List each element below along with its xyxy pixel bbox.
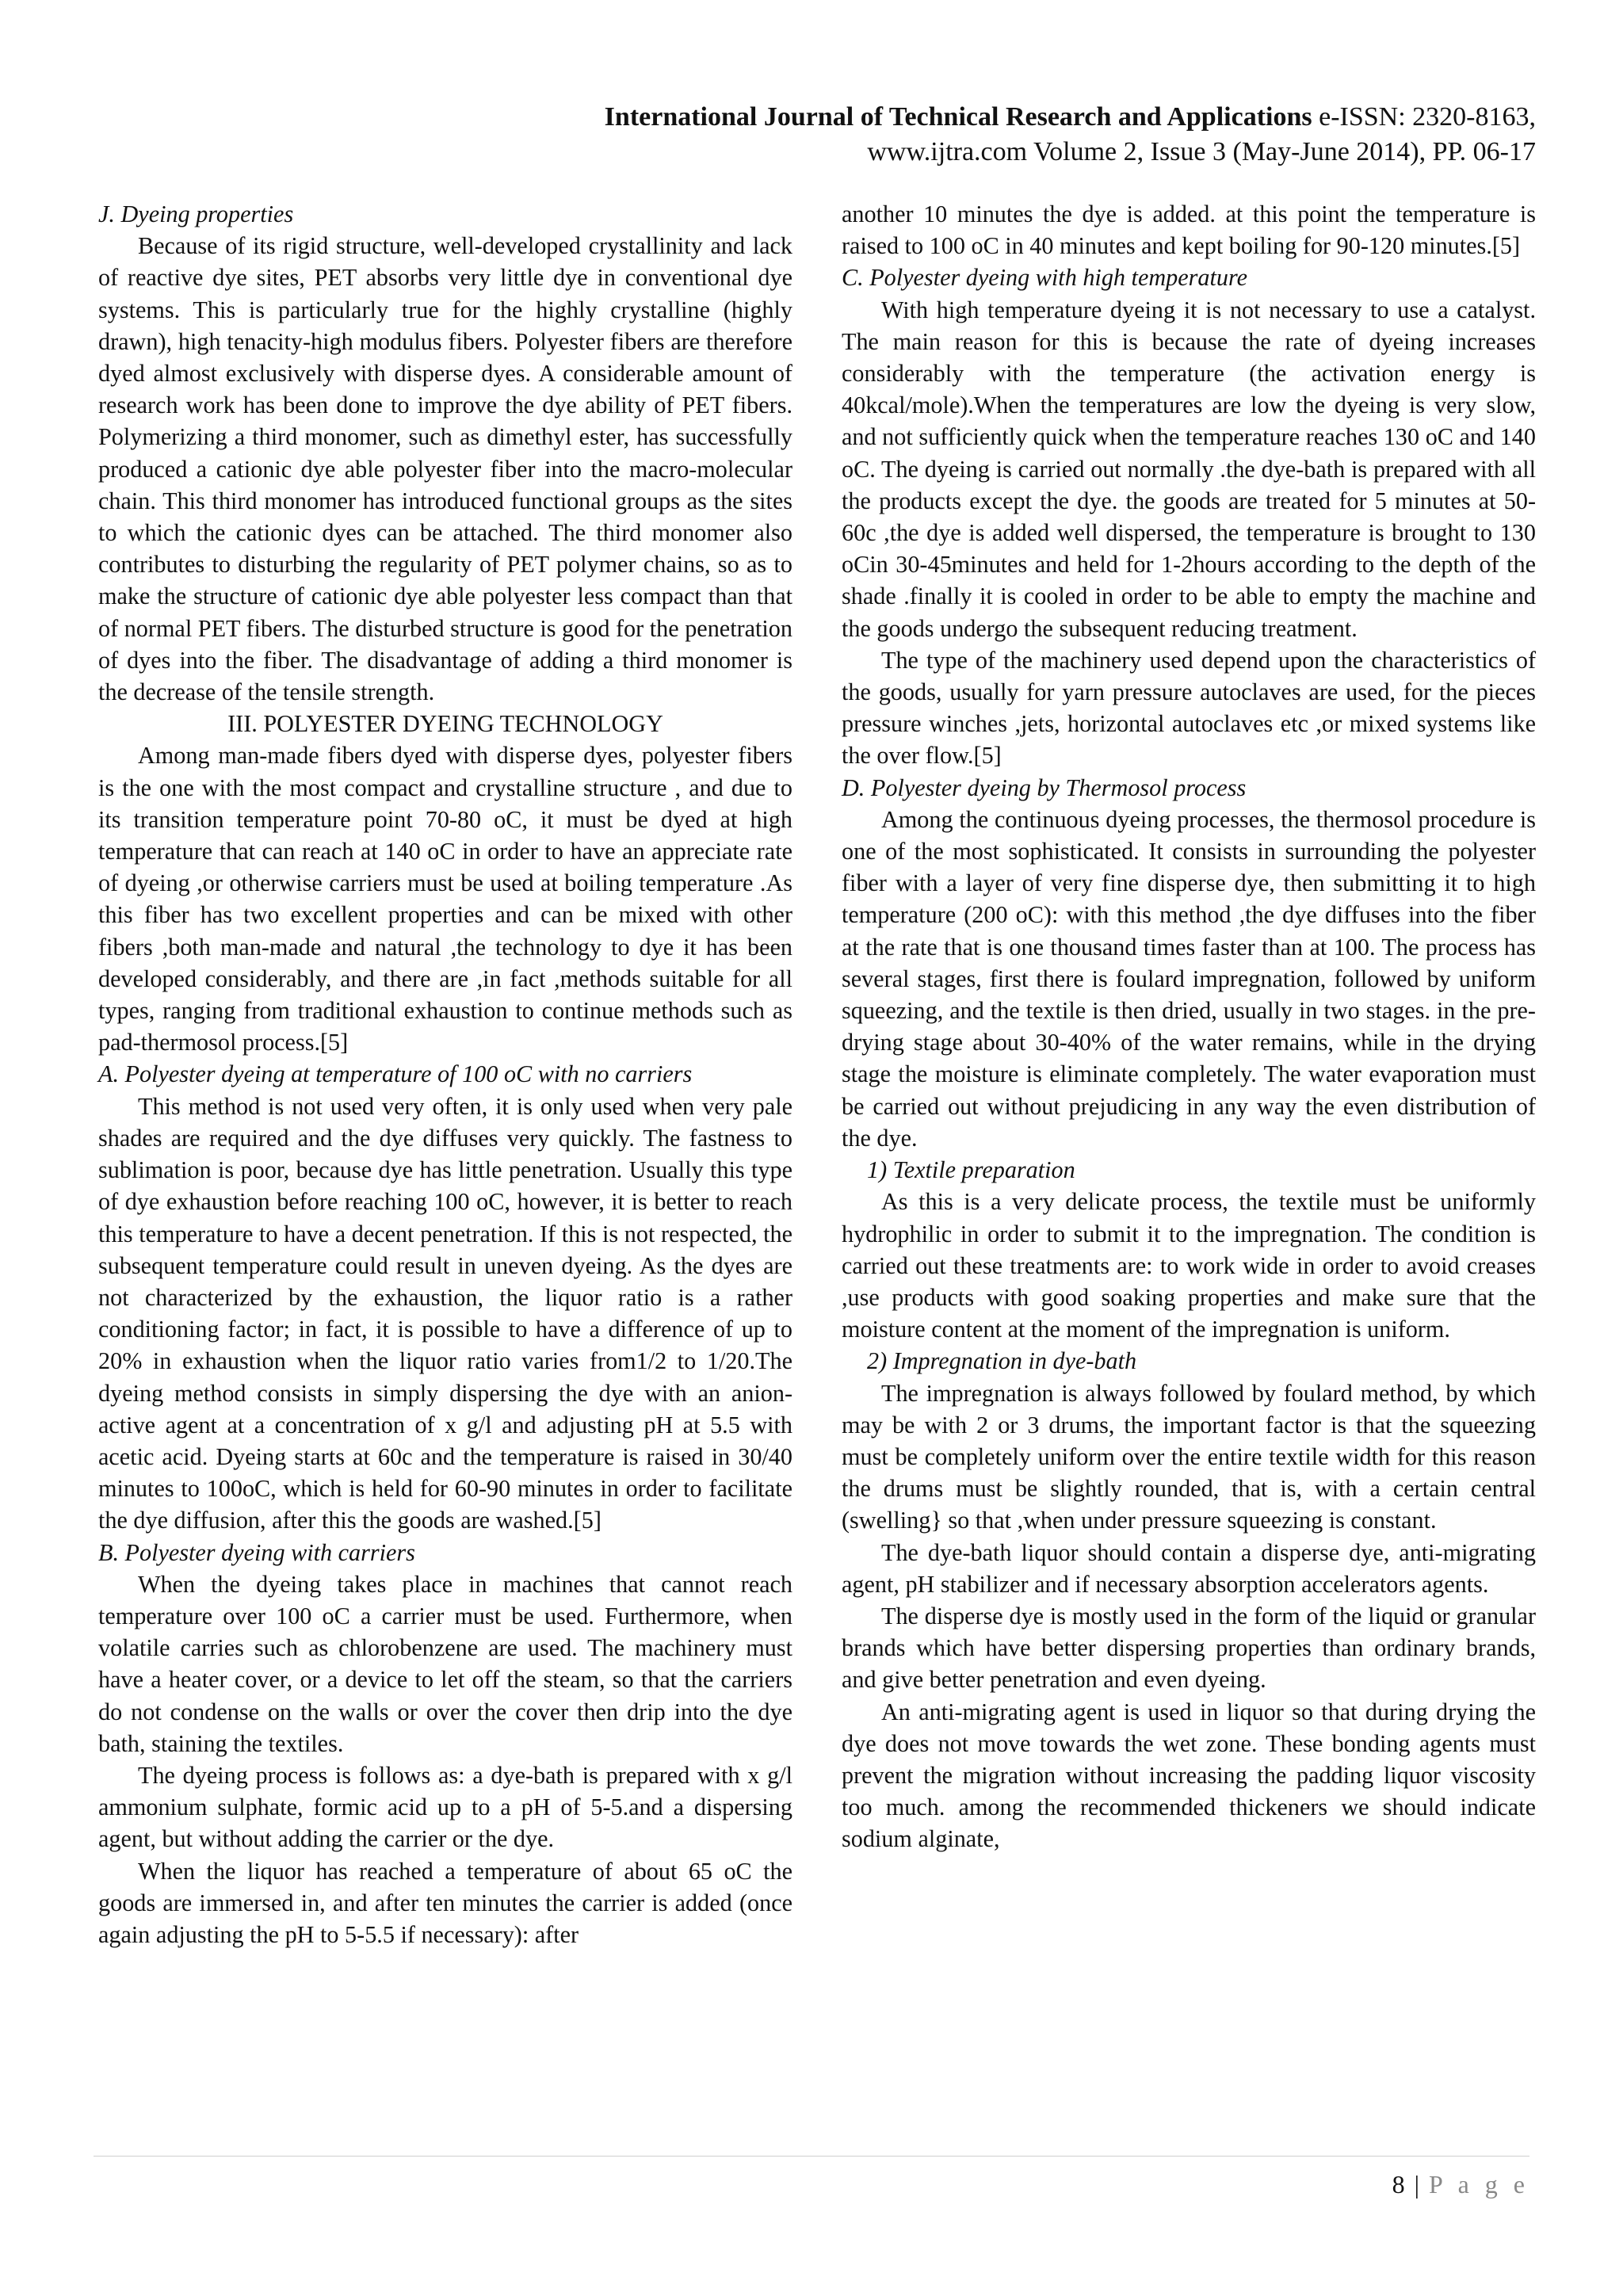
page-header [605,100,1536,170]
paragraph: The dye-bath liquor should contain a disperse dye, anti-migrating agent, pH stabilizer and if necessary absorption accelerators agents. [842,1538,1536,1598]
paragraph: As this is a very delicate process, the textile must be uniformly hydrophilic in order to submit it to the impregnation. The condition is carried out these treatments are: to work wide in order to avoid creases ,use products with good soaking properties and make sure that the moisture content at the moment of the impregnation is uniform. [842,1188,1536,1343]
paragraph: When the liquor has reached a temperature of about 65 oC the goods are immersed in, and after ten minutes the carrier is added (once again adjusting the pH to 5-5.5 if necessary): after [98,1857,792,1948]
paragraph: The impregnation is always followed by foulard method, by which may be with 2 or 3 drums, the important factor is that the squeezing must be completely uniform over the entire textile width for this reason the drums must be slightly rounded, that is, with a certain central (swelling} so that ,when under pressure squeezing is constant. [842,1379,1536,1534]
subsection-heading-j: J. Dyeing properties [98,201,294,227]
header-line-1 [605,100,1536,135]
subsection-heading-a: A. Polyester dyeing at temperature of 100 oC with no carriers [98,1060,693,1088]
paragraph: The type of the machinery used depend upon the characteristics of the goods, usually for yarn pressure autoclaves are used, for the pieces pressure winches ,jets, horizontal autoclaves etc ,or mixed systems like the over flow.[5] [842,646,1536,770]
paragraph: The dyeing process is follows as: a dye-bath is prepared with x g/l ammonium sulphate, formic acid up to a pH of 5-5.and a dispersing agent, but without adding the carrier or the dye. [98,1761,792,1853]
paragraph-continued: another 10 minutes the dye is added. at this point the temperature is raised to 100 oC in 40 minutes and kept boiling for 90-120 minutes.[5] [842,201,1536,260]
journal-name: International Journal of Technical Research and Applications [604,102,1312,132]
paragraph: An anti-migrating agent is used in liquor so that during drying the dye does not move towards the wet zone. These bonding agents must prevent the migration without increasing the padding liquor viscosity too much. among the recommended thickeners we should indicate sodium alginate, [842,1698,1536,1853]
page-number [1392,2170,1529,2199]
paragraph: This method is not used very often, it is only used when very pale shades are required and the dye diffuses very quickly. The fastness to sublimation is poor, because dye has little penetration. Usually this type of dye exhaustion before reaching 100 oC, however, it is better to reach this temperature to have a decent penetration. If this is not respected, the subsequent temperature could result in uneven dyeing. As the dyes are not characterized by the exhaustion, the liquor ratio is a rather conditioning factor; in fact, it is possible to have a difference of up to 20% in exhaustion when the liquor ratio varies from1/2 to 1/20.The dyeing method consists in simply dispersing the dye with an anion-active agent at a concentration of x g/l and adjusting pH at 5.5 with acetic acid. Dyeing starts at 60c and the temperature is raised in 30/40 minutes to 100oC, which is held for 60-90 minutes in order to facilitate the dye diffusion, after this the goods are washed.[5] [98,1092,792,1534]
paragraph: Among man-made fibers dyed with disperse dyes, polyester fibers is the one with the most compact and crystalline structure , and due to its transition temperature point 70-80 oC, it must be dyed at high temperature that can reach at 140 oC in order to have an appreciate rate of dyeing ,or otherwise carriers must be used at boiling temperature .As this fiber has two excellent properties and can be mixed with other fibers ,both man-made and natural ,the technology to dye it has been developed considerably, and there are ,in fact ,methods suitable for all types, ranging from traditional exhaustion to continue methods such as pad-thermosol process.[5] [98,742,792,1056]
paragraph: Among the continuous dyeing processes, the thermosol procedure is one of the most sophisticated. It consists in surrounding the polyester fiber with a layer of very fine disperse dye, then submitting it to high temperature (200 oC): with this method ,the dye diffuses into the fiber at the rate that is one thousand times faster than at 100. The process has several stages, first there is foulard impregnation, followed by uniform squeezing, and the textile is then dried, usually in two stages. in the pre-drying stage about 30-40% of the water remains, while in the drying stage the moisture is eliminate completely. The water evaporation must be carried out without prejudicing in any way the even distribution of the dye. [842,805,1536,1152]
paragraph: When the dyeing takes place in machines that cannot reach temperature over 100 oC a carrier must be used. Furthermore, when volatile carries such as chlorobenzene are used. The machinery must have a heater cover, or a device to let off the steam, so that the carriers do not condense on the walls or over the cover then drip into the dye bath, staining the textiles. [98,1570,792,1757]
right-column [842,198,1536,1855]
footer-divider [94,2156,1529,2157]
page-number-separator: | [1406,2170,1429,2199]
paragraph: Because of its rigid structure, well-developed crystallinity and lack of reactive dye sites, PET absorbs very little dye in conventional dye systems. This is particularly true for the highly crystalline (highly drawn), high tenacity-high modulus fibers. Polyester fibers are therefore dyed almost exclusively with disperse dyes. A considerable amount of research work has been done to improve the dye ability of PET fibers. Polymerizing a third monomer, such as dimethyl ester, has successfully produced a cationic dye able polyester fiber into the macro-molecular chain. This third monomer has introduced functional groups as the sites to which the cationic dyes can be attached. The third monomer also contributes to disturbing the regularity of PET polymer chains, so as to make the structure of cationic dye able polyester less compact than that of normal PET fibers. The disturbed structure is good for the penetration of dyes into the fiber. The disadvantage of adding a third monomer is the decrease of the tensile strength. [98,232,792,706]
journal-issn: e-ISSN: 2320-8163, [1312,102,1536,132]
paragraph: With high temperature dyeing it is not necessary to use a catalyst. The main reason for this is because the rate of dyeing increases considerably with the temperature (the activation energy is 40kcal/mole).When the temperatures are low the dyeing is very slow, and not sufficiently quick when the temperature reaches 130 oC and 140 oC. The dyeing is carried out normally .the dye-bath is prepared with all the products except the dye. the goods are treated for 5 minutes at 50-60c ,the dye is added well dispersed, the temperature is brought to 130 oCin 30-45minutes and held for 1-2hours according to the depth of the shade .finally it is cooled in order to be able to empty the machine and the goods undergo the subsequent reducing treatment. [842,296,1536,642]
header-line-2: www.ijtra.com Volume 2, Issue 3 (May-June 2014), PP. 06-17 [867,137,1536,166]
paragraph: The disperse dye is mostly used in the form of the liquid or granular brands which have better dispersing properties than ordinary brands, and give better penetration and even dyeing. [842,1602,1536,1694]
subsection-heading-b: B. Polyester dyeing with carriers [98,1538,415,1566]
section-heading-iii: III. POLYESTER DYEING TECHNOLOGY [227,710,663,738]
subsubsection-heading-1: 1) Textile preparation [867,1156,1075,1184]
subsubsection-heading-2: 2) Impregnation in dye-bath [867,1347,1137,1375]
subsection-heading-d: D. Polyester dyeing by Thermosol process [842,774,1247,801]
subsection-heading-c: C. Polyester dyeing with high temperature [842,264,1247,292]
left-column [98,198,792,1950]
page-number-value: 8 [1392,2170,1407,2199]
page-word: P a g e [1428,2170,1529,2199]
